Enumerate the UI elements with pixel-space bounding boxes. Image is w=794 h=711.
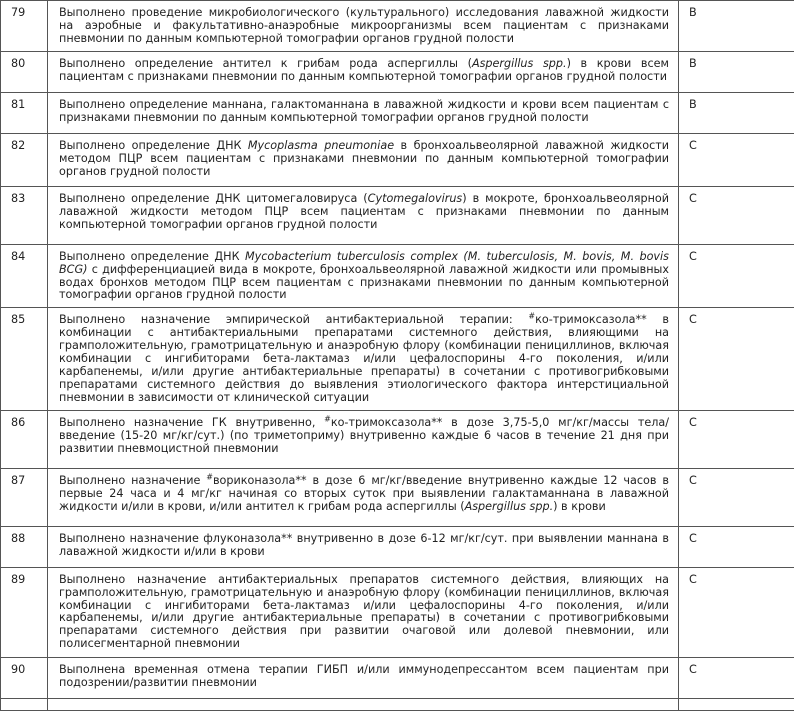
table-row [1,133,794,186]
row-number: 85 [1,308,48,410]
evidence-level [679,698,794,710]
text-fragment: Выполнено определение маннана, галактоманнана в лаважной жидкости и крови всем пациентам с признаками пневмонии по данным компьютерной томографии органов грудной полости [59,98,669,124]
criterion-text [48,308,679,410]
text-fragment: Выполнена временная отмена терапии ГИБП и/или иммунодепрессантом всем пациентам при подозрении/развитии пневмонии [59,663,669,689]
text-fragment: ко-тримоксазола** в комбинации с антибактериальными препаратами системного действия, влияющими на грамположительную, грамотрицательную и анаэробную флору (комбинации пенициллинов, включая комбинации с ингибиторами бета-лактамаз и/или цефалоспорины 4-го поколения, и/или карбапенемы, и/или другие антибактериальные препараты) в сочетании с противогрибковыми препаратами системного действия до выявления этиологического фактора интерстициальной пневмонии в зависимости от клинической ситуации [59,313,669,403]
italic-fragment: Cytomegalovirus [368,192,463,205]
table-row [1,92,794,133]
text-fragment: Выполнено определение ДНК [59,139,248,152]
row-number: 84 [1,244,48,308]
table-row [1,657,794,698]
row-number: 87 [1,468,48,526]
text-fragment: Выполнено определение ДНК [59,250,245,263]
row-number: 83 [1,186,48,244]
criterion-text [48,92,679,133]
criterion-text [48,244,679,308]
row-number: 81 [1,92,48,133]
text-fragment: ) в крови всем пациентам с признаками пневмонии по данным компьютерной томографии органов грудной полости [59,57,669,83]
table-row [1,308,794,410]
table-row [1,698,794,710]
italic-fragment: Mycoplasma pneumoniae [248,139,394,152]
table-row [1,526,794,567]
italic-fragment: Mycobacterium tuberculosis complex (M. tuberculosis, M. bovis, M. bovis BCG) [59,250,669,276]
footnote-mark: # [324,414,331,423]
criterion-text [48,133,679,186]
table-row [1,567,794,657]
text-fragment: Выполнено назначение эмпирической антибактериальной терапии: [59,313,528,326]
evidence-level: C [679,567,794,657]
row-number: 89 [1,567,48,657]
evidence-level: C [679,468,794,526]
evidence-level: B [679,1,794,52]
row-number: 88 [1,526,48,567]
table-row [1,244,794,308]
italic-fragment: Aspergillus spp. [465,500,554,513]
evidence-level: C [679,308,794,410]
evidence-level: C [679,186,794,244]
table-row [1,1,794,52]
criterion-text [48,1,679,52]
table-row [1,410,794,468]
italic-fragment: Aspergillus spp. [472,57,567,70]
evidence-level: C [679,657,794,698]
row-number [1,698,48,710]
criterion-text [48,657,679,698]
table-row [1,186,794,244]
text-fragment: ) в мокроте, бронхоальвеолярной лаважной жидкости методом ПЦР всем пациентам с признаками пневмонии по данным компьютерной томографии органов грудной полости [59,192,669,231]
text-fragment: ) в крови [553,500,606,513]
text-fragment: Выполнено назначение флуконазола** внутривенно в дозе 6-12 мг/кг/сут. при выявлении маннана в лаважной жидкости и/или в крови [59,532,669,558]
evidence-level: B [679,92,794,133]
criterion-text [48,468,679,526]
criterion-text [48,410,679,468]
evidence-level: B [679,51,794,92]
evidence-level: C [679,244,794,308]
evidence-level: C [679,133,794,186]
text-fragment: вориконазола** в дозе 6 мг/кг/введение внутривенно каждые 12 часов в первые 24 часа и 4 мг/кг начиная со вторых суток при выявлении галактаманнана в лаважной жидкости и/или в крови, и/или антител к грибам рода аспергиллы ( [59,474,669,513]
text-fragment: в бронхоальвеолярной лаважной жидкости методом ПЦР всем пациентам с признаками пневмонии по данным компьютерной томографии органов грудной полости [59,139,669,178]
row-number: 80 [1,51,48,92]
row-number: 90 [1,657,48,698]
criterion-text [48,186,679,244]
footnote-mark: # [528,312,535,321]
row-number: 82 [1,133,48,186]
table-row [1,468,794,526]
table-body [1,1,794,711]
text-fragment: с дифференциацией вида в мокроте, бронхоальвеолярной лаважной жидкости или промывных водах бронхов методом ПЦР всем пациентам с признаками пневмонии по данным компьютерной томографии органов грудной полости [59,263,669,302]
text-fragment: Выполнено проведение микробиологического (культурального) исследования лаважной жидкости на аэробные и факультативно-анаэробные микроорганизмы всем пациентам с признаками пневмонии по данным компьютерной томографии органов грудной полости [59,6,669,45]
criterion-text [48,698,679,710]
table-row [1,51,794,92]
text-fragment: Выполнено определение антител к грибам рода аспергиллы ( [59,57,472,70]
criterion-text [48,51,679,92]
row-number: 86 [1,410,48,468]
criterion-text [48,567,679,657]
text-fragment: Выполнено назначение [59,474,206,487]
criterion-text [48,526,679,567]
text-fragment: Выполнено назначение антибактериальных препаратов системного действия, влияющих на грамположительную, грамотрицательную и анаэробную флору (комбинации пенициллинов, включая комбинации с ингибиторами бета-лактамаз и/или цефалоспорины 4-го поколения, и/или карбапенемы, и/или другие антибактериальные препараты) в сочетании с противогрибковыми препаратами системного действия при развитии очаговой или долевой пневмонии, или полисегментарной пневмонии [59,573,669,651]
text-fragment: Выполнено назначение ГК внутривенно, [59,416,324,429]
text-fragment: Выполнено определение ДНК цитомегаловируса ( [59,192,368,205]
footnote-mark: # [206,472,213,481]
row-number: 79 [1,1,48,52]
evidence-level: C [679,526,794,567]
text-fragment: ко-тримоксазола** в дозе 3,75-5,0 мг/кг/массы тела/введение (15-20 мг/кг/сут.) (по триметоприму) внутривенно каждые 6 часов в течение 21 дня при развитии пневмоцистной пневмонии [59,416,669,455]
evidence-level: C [679,410,794,468]
